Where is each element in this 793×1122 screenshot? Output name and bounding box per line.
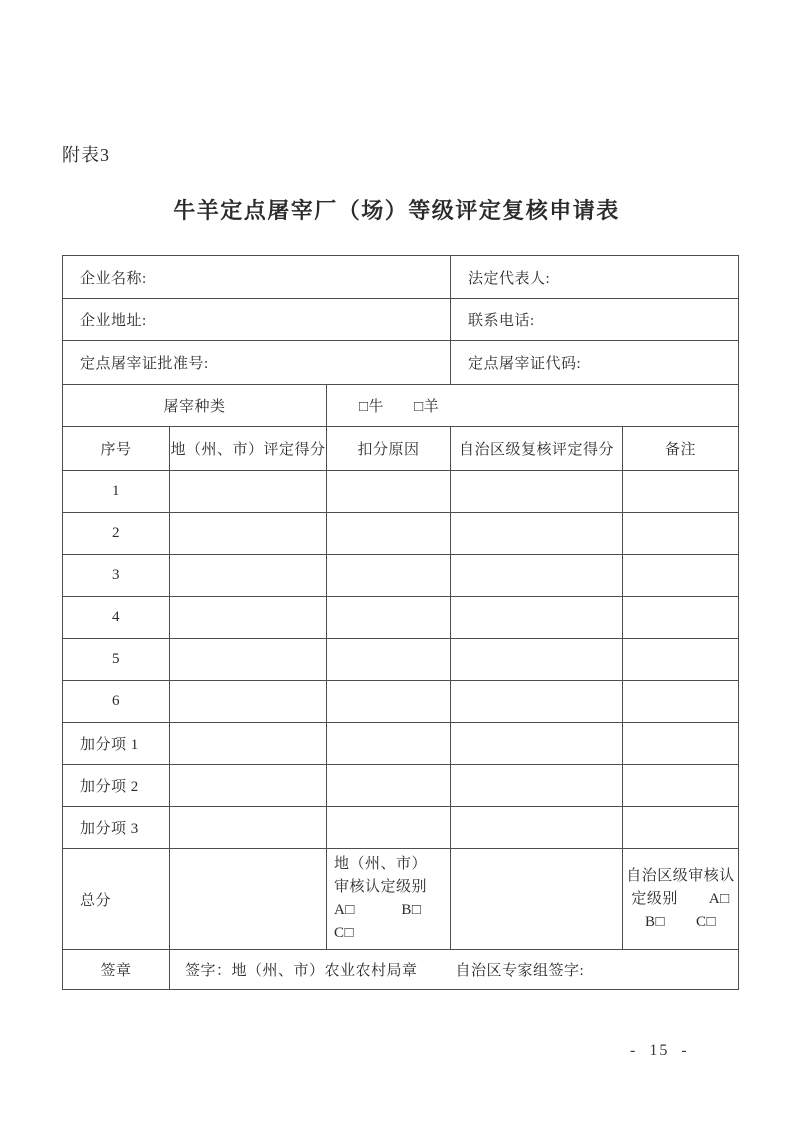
score-cell xyxy=(327,555,451,597)
score-cell xyxy=(623,597,739,639)
species-label-cell: 屠宰种类 xyxy=(63,385,327,427)
table-row-bonus xyxy=(63,807,739,849)
score-cell xyxy=(170,597,327,639)
table-row-bonus xyxy=(63,723,739,765)
region-grade-checkboxes: 定级别 A□ xyxy=(631,890,730,907)
application-form-table xyxy=(62,255,739,990)
certificate-code-cell: 定点屠宰证代码: xyxy=(451,341,739,385)
score-cell xyxy=(451,723,623,765)
company-address-cell: 企业地址: xyxy=(63,299,451,341)
region-expert-sign-label: 自治区专家组签字: xyxy=(455,963,585,979)
score-cell xyxy=(623,639,739,681)
header-city-score: 地（州、市）评定得分 xyxy=(170,427,327,471)
score-cell xyxy=(623,513,739,555)
contact-phone-cell: 联系电话: xyxy=(451,299,739,341)
info-row-company xyxy=(63,256,739,299)
score-cell xyxy=(451,555,623,597)
row-label: 5 xyxy=(63,639,170,681)
total-region-score-cell xyxy=(451,849,623,950)
score-cell xyxy=(451,513,623,555)
signature-content-cell xyxy=(170,950,739,990)
species-row xyxy=(63,385,739,427)
score-cell xyxy=(327,513,451,555)
score-cell xyxy=(451,681,623,723)
city-grade-line: 审核认定级别 xyxy=(334,879,428,895)
score-cell xyxy=(170,723,327,765)
cattle-checkbox-option: □牛 xyxy=(359,399,385,415)
table-row xyxy=(63,681,739,723)
certificate-approval-number-cell: 定点屠宰证批准号: xyxy=(63,341,451,385)
attachment-label: 附表3 xyxy=(62,145,110,165)
row-label: 加分项 1 xyxy=(63,723,170,765)
score-table-header-row xyxy=(63,427,739,471)
score-cell xyxy=(451,597,623,639)
score-cell xyxy=(451,765,623,807)
table-row xyxy=(63,639,739,681)
total-label-cell: 总分 xyxy=(63,849,170,950)
sheep-checkbox-option: □羊 xyxy=(414,399,440,415)
header-serial-number: 序号 xyxy=(63,427,170,471)
score-cell xyxy=(451,471,623,513)
score-cell xyxy=(623,807,739,849)
row-label: 加分项 3 xyxy=(63,807,170,849)
header-region-review-score: 自治区级复核评定得分 xyxy=(451,427,623,471)
row-label: 4 xyxy=(63,597,170,639)
region-grade-line: 自治区级审核认 xyxy=(626,867,735,884)
score-cell xyxy=(327,597,451,639)
signature-row xyxy=(63,950,739,990)
score-cell xyxy=(623,681,739,723)
table-row xyxy=(63,471,739,513)
city-grade-line: 地（州、市） xyxy=(334,856,428,872)
score-cell xyxy=(623,471,739,513)
score-cell xyxy=(327,765,451,807)
score-cell xyxy=(170,555,327,597)
total-city-score-cell xyxy=(170,849,327,950)
table-row-bonus xyxy=(63,765,739,807)
signature-label-cell: 签章 xyxy=(63,950,170,990)
score-cell xyxy=(170,681,327,723)
score-cell xyxy=(327,807,451,849)
region-grade-checkboxes: B□ C□ xyxy=(644,913,717,930)
city-grade-checkboxes: A□ B□ xyxy=(334,902,422,918)
header-remarks: 备注 xyxy=(623,427,739,471)
score-cell xyxy=(327,471,451,513)
score-cell xyxy=(170,471,327,513)
table-row xyxy=(63,597,739,639)
legal-representative-cell: 法定代表人: xyxy=(451,256,739,299)
header-deduction-reason: 扣分原因 xyxy=(327,427,451,471)
table-row xyxy=(63,555,739,597)
total-row xyxy=(63,849,739,950)
row-label: 1 xyxy=(63,471,170,513)
info-row-certificate xyxy=(63,341,739,385)
row-label: 3 xyxy=(63,555,170,597)
city-grade-cell xyxy=(327,849,451,950)
score-cell xyxy=(623,723,739,765)
score-cell xyxy=(170,513,327,555)
row-label: 6 xyxy=(63,681,170,723)
score-cell xyxy=(623,765,739,807)
table-row xyxy=(63,513,739,555)
species-options-cell xyxy=(327,385,739,427)
company-name-cell: 企业名称: xyxy=(63,256,451,299)
score-cell xyxy=(170,639,327,681)
score-cell xyxy=(327,681,451,723)
row-label: 2 xyxy=(63,513,170,555)
form-title: 牛羊定点屠宰厂（场）等级评定复核申请表 xyxy=(173,198,620,223)
city-bureau-seal-sign-label: 签字：地（州、市）农业农村局章 xyxy=(185,963,418,979)
score-cell xyxy=(623,555,739,597)
score-cell xyxy=(170,807,327,849)
score-cell xyxy=(451,639,623,681)
score-cell xyxy=(170,765,327,807)
info-row-address xyxy=(63,299,739,341)
score-cell xyxy=(327,723,451,765)
city-grade-checkboxes: C□ xyxy=(334,925,355,941)
score-cell xyxy=(327,639,451,681)
region-grade-cell xyxy=(623,849,739,950)
score-cell xyxy=(451,807,623,849)
page-number: - 15 - xyxy=(630,1042,689,1059)
row-label: 加分项 2 xyxy=(63,765,170,807)
